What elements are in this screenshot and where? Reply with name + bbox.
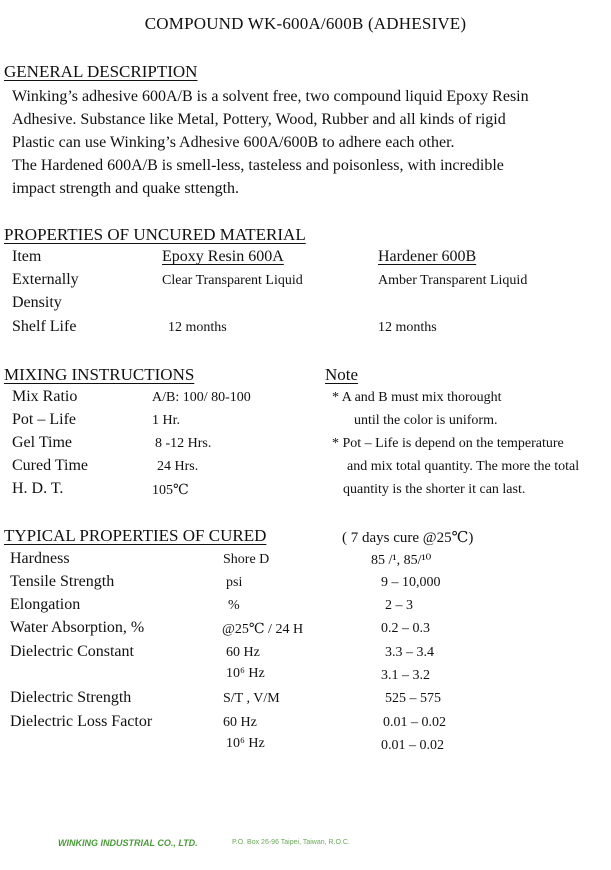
cured-row-label: Dielectric Constant [10, 643, 134, 660]
cured-row-label: Dielectric Loss Factor [10, 713, 153, 730]
general-description-line-5: impact strength and quake sttength. [12, 180, 240, 197]
uncured-row-label: Externally [12, 271, 79, 288]
mixing-row-label: Mix Ratio [12, 388, 78, 405]
cured-row-value: 3.3 – 3.4 [385, 645, 434, 660]
cured-row-unit: 60 Hz [223, 715, 257, 730]
uncured-row-label: Shelf Life [12, 318, 77, 335]
uncured-col-item: Item [12, 248, 42, 265]
general-description-line-4: The Hardened 600A/B is smell-less, tasteless and poisonless, with incredible [12, 157, 504, 174]
mixing-row-label: Pot – Life [12, 411, 76, 428]
cured-row-unit: S/T , V/M [223, 691, 280, 706]
footer-address: P.O. Box 26-96 Taipei, Taiwan, R.O.C. [232, 839, 350, 846]
cured-row-value: 0.01 – 0.02 [383, 715, 446, 730]
mixing-row-value: 1 Hr. [152, 413, 180, 428]
cured-row-unit: 60 Hz [226, 645, 260, 660]
cured-row-label: Tensile Strength [10, 573, 115, 590]
cured-row-value: 525 – 575 [385, 691, 441, 706]
cured-row-unit: psi [226, 575, 243, 590]
cured-row-value: 3.1 – 3.2 [381, 668, 430, 683]
uncured-col-b: Hardener 600B [378, 248, 477, 265]
note-line: * A and B must mix thorought [332, 390, 502, 405]
cured-row-unit: % [228, 598, 240, 613]
cured-subheading: ( 7 days cure @25℃) [342, 530, 474, 546]
uncured-row-b: 12 months [378, 320, 437, 335]
cured-row-label: Water Absorption, % [10, 619, 145, 636]
cured-heading: TYPICAL PROPERTIES OF CURED [4, 526, 267, 545]
mixing-row-value: 24 Hrs. [157, 459, 199, 474]
mixing-row-value: 105℃ [152, 483, 189, 498]
note-line: and mix total quantity. The more the total [347, 459, 580, 474]
note-heading: Note [325, 365, 359, 384]
cured-row-unit: 10⁶ Hz [226, 736, 265, 751]
uncured-heading: PROPERTIES OF UNCURED MATERIAL [4, 225, 306, 244]
general-description-line-1: Winking’s adhesive 600A/B is a solvent free, two compound liquid Epoxy Resin [12, 88, 529, 105]
cured-row-unit: @25℃ / 24 H [222, 622, 304, 637]
note-line: quantity is the shorter it can last. [343, 482, 526, 497]
general-description-line-2: Adhesive. Substance like Metal, Pottery, Wood, Rubber and all kinds of rigid [12, 111, 506, 128]
note-line: * Pot – Life is depend on the temperature [332, 436, 564, 451]
note-line: until the color is uniform. [354, 413, 498, 428]
mixing-heading: MIXING INSTRUCTIONS [4, 365, 195, 384]
cured-row-value: 85 /¹, 85/¹⁰ [371, 553, 432, 568]
uncured-row-a: 12 months [168, 320, 227, 335]
footer-company: WINKING INDUSTRIAL CO., LTD. [58, 838, 198, 848]
page-title: COMPOUND WK-600A/600B (ADHESIVE) [144, 14, 467, 33]
cured-row-unit: Shore D [223, 552, 270, 567]
mixing-row-label: Gel Time [12, 434, 73, 451]
cured-row-value: 0.2 – 0.3 [381, 621, 430, 636]
mixing-row-label: H. D. T. [12, 480, 64, 497]
general-description-heading: GENERAL DESCRIPTION [4, 62, 198, 81]
cured-row-value: 2 – 3 [385, 598, 413, 613]
cured-row-unit: 10⁶ Hz [226, 666, 265, 681]
cured-row-label: Elongation [10, 596, 81, 613]
general-description-line-3: Plastic can use Winking’s Adhesive 600A/600B to adhere each other. [12, 134, 455, 151]
mixing-row-value: 8 -12 Hrs. [155, 436, 212, 451]
mixing-row-value: A/B: 100/ 80-100 [152, 390, 251, 405]
cured-row-label: Hardness [10, 550, 70, 567]
cured-row-label: Dielectric Strength [10, 689, 132, 706]
cured-row-value: 0.01 – 0.02 [381, 738, 444, 753]
uncured-row-b: Amber Transparent Liquid [378, 273, 528, 288]
cured-row-value: 9 – 10,000 [381, 575, 441, 590]
uncured-col-a: Epoxy Resin 600A [162, 248, 284, 265]
uncured-row-label: Density [12, 294, 62, 311]
uncured-row-a: Clear Transparent Liquid [162, 273, 303, 288]
mixing-row-label: Cured Time [12, 457, 89, 474]
